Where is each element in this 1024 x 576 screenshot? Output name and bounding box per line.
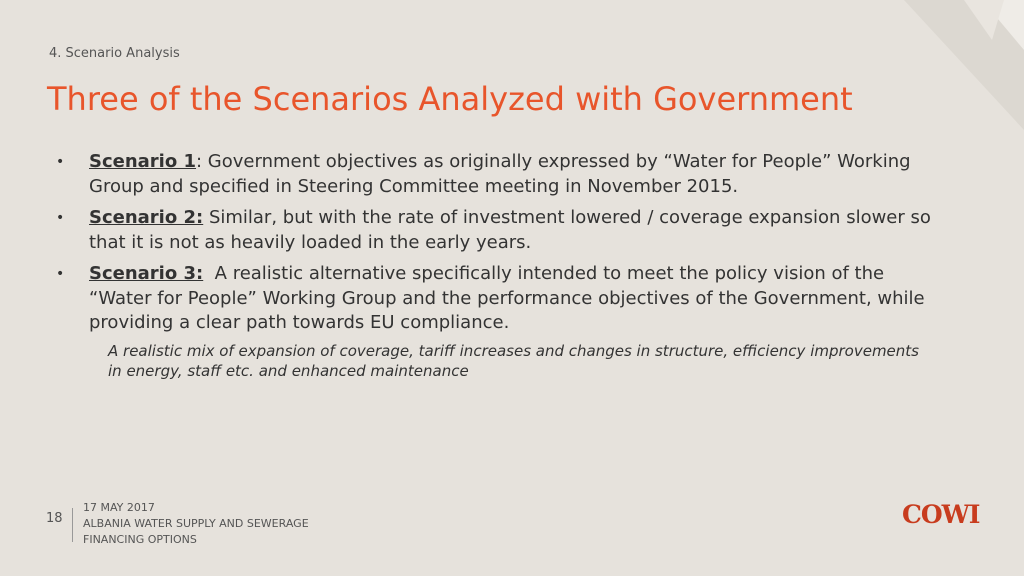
cowi-logo: COWI <box>902 500 980 529</box>
footer-text <box>83 500 309 548</box>
corner-decoration <box>864 0 1024 130</box>
bullet-text <box>89 206 936 255</box>
bullet-dot-icon: • <box>56 210 65 226</box>
footer-project-line: ALBANIA WATER SUPPLY AND SEWERAGE <box>83 517 309 530</box>
slide-title: Three of the Scenarios Analyzed with Government <box>47 80 853 118</box>
bullet-item-scenario-2 <box>56 206 936 255</box>
bullet-dot-icon: • <box>56 154 65 170</box>
scenario-3-sub-note: A realistic mix of expansion of coverage, tariff increases and changes in structure, efficiency improvements in energy, staff etc. and enhanced maintenance <box>108 341 919 380</box>
scenario-description: A realistic alternative specifically intended to meet the policy vision of the “Water for People” Working Group and the performance objectives of the Government, while providing a clear path towards EU compliance. <box>89 263 931 333</box>
bullet-dot-icon: • <box>56 266 65 282</box>
bullet-text <box>89 150 936 199</box>
scenario-label: Scenario 2: <box>89 207 204 228</box>
scenario-label: Scenario 1 <box>89 151 197 172</box>
footer-date: 17 MAY 2017 <box>83 501 155 514</box>
footer-divider <box>72 508 73 542</box>
scenario-description: Similar, but with the rate of investment lowered / coverage expansion slower so that it is not as heavily loaded in the early years. <box>89 207 931 253</box>
footer <box>46 500 309 548</box>
scenario-label: Scenario 3: <box>89 263 204 284</box>
footer-subtitle-line: FINANCING OPTIONS <box>83 533 197 546</box>
page-number: 18 <box>46 511 63 526</box>
bullet-text <box>89 262 936 336</box>
scenario-description: : Government objectives as originally expressed by “Water for People” Working Group and specified in Steering Committee meeting in November 2015. <box>89 151 911 197</box>
section-label: 4. Scenario Analysis <box>49 46 180 61</box>
bullet-list <box>56 150 936 382</box>
bullet-item-scenario-3 <box>56 262 936 336</box>
bullet-item-scenario-1 <box>56 150 936 199</box>
